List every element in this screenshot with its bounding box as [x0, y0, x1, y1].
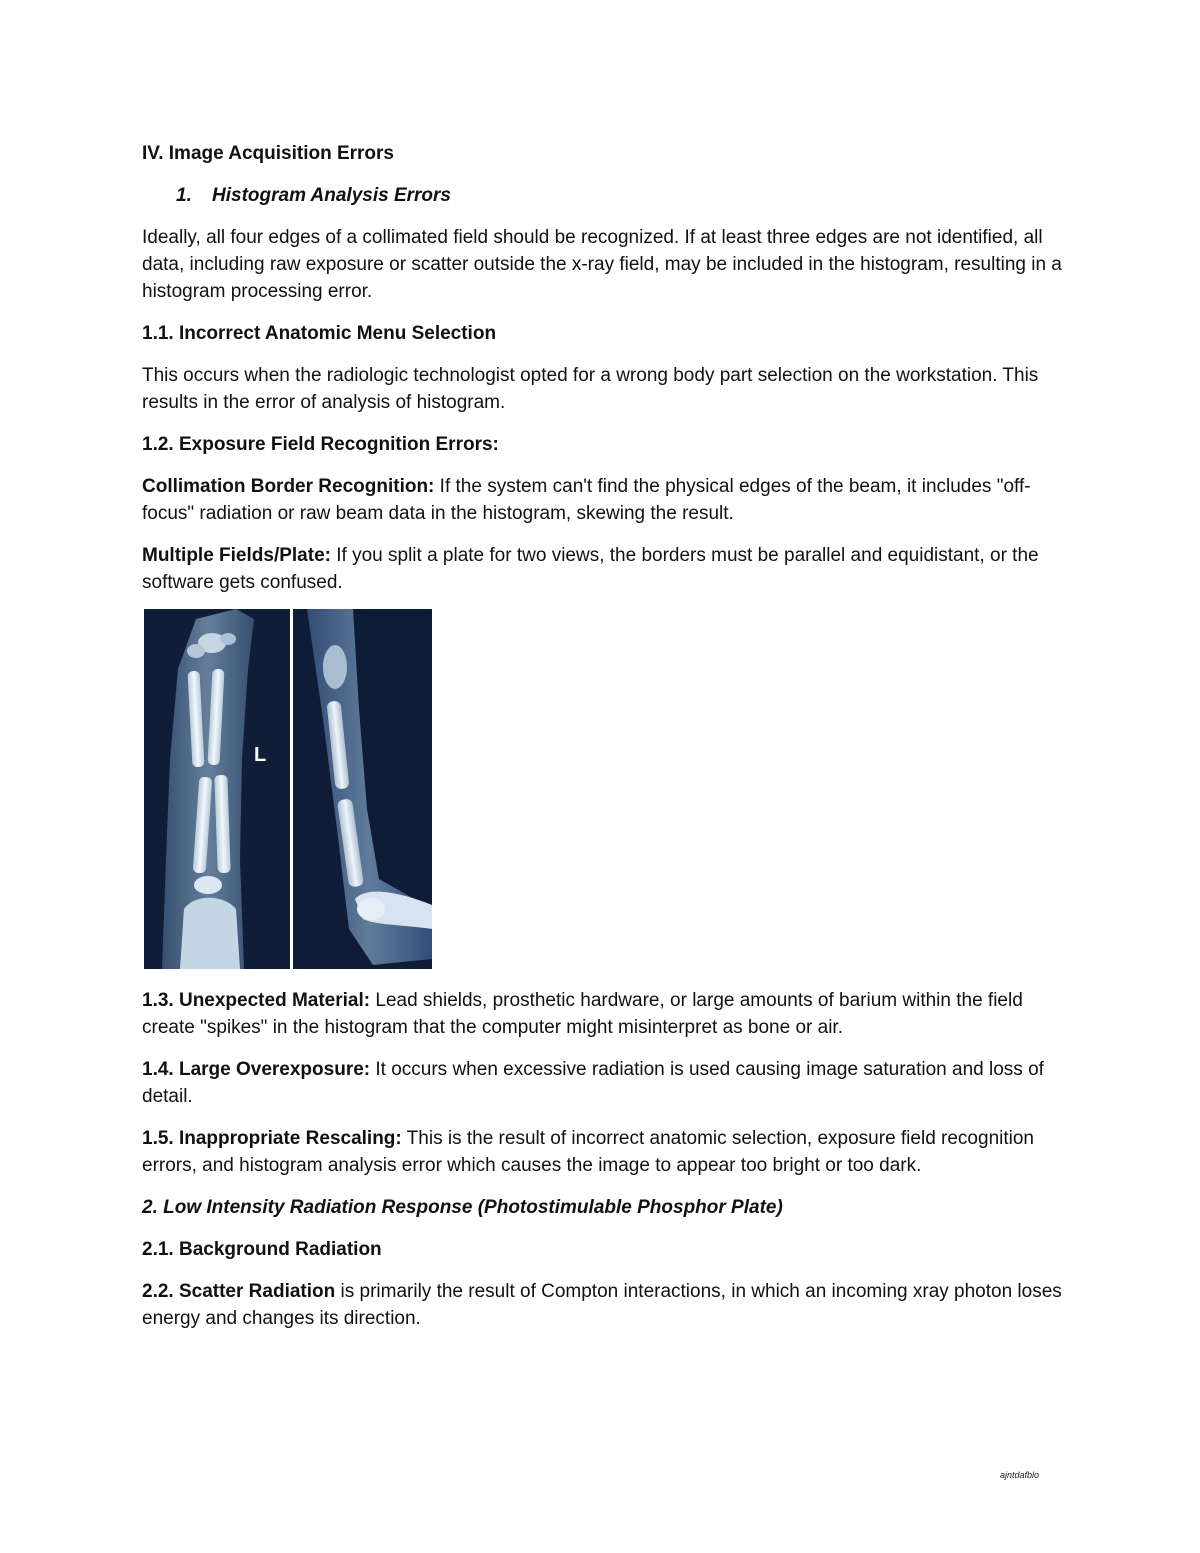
body-1-4: It occurs when excessive radiation is used causing image saturation and loss of detail. — [142, 1059, 1044, 1107]
paragraph-1-3 — [142, 987, 1062, 1041]
label-1-3: 1.3. Unexpected Material: — [142, 990, 371, 1011]
subsection-title: Histogram Analysis Errors — [212, 185, 451, 206]
subsection-histogram-title — [142, 182, 1062, 209]
body-1-5: This is the result of incorrect anatomic selection, exposure field recognition errors, and histogram analysis error which causes the image to appear too bright or too dark. — [142, 1128, 1034, 1176]
paragraph-1-1: This occurs when the radiologic technologist opted for a wrong body part selection on the workstation. This results in the error of analysis of histogram. — [142, 365, 1039, 413]
label-2-2: 2.2. Scatter Radiation — [142, 1281, 336, 1302]
xray-marker: L — [254, 744, 267, 766]
label-1-5: 1.5. Inappropriate Rescaling: — [142, 1128, 402, 1149]
multiple-fields-label: Multiple Fields/Plate: — [142, 545, 331, 566]
xray-lateral-view — [293, 609, 432, 969]
body-1-3: Lead shields, prosthetic hardware, or large amounts of barium within the field create "spikes" in the histogram that the computer might misinterpret as bone or air. — [142, 990, 1023, 1038]
intro-paragraph: Ideally, all four edges of a collimated field should be recognized. If at least three edges are not identified, all data, including raw exposure or scatter outside the x-ray field, may be included in the histogram, resulting in a histogram processing error. — [142, 227, 1062, 302]
paragraph-multiple-fields — [142, 542, 1062, 596]
xray-ap-view — [144, 609, 290, 969]
paragraph-collimation — [142, 473, 1062, 527]
paragraph-2-2 — [142, 1278, 1062, 1332]
paragraph-1-4 — [142, 1056, 1062, 1110]
section-heading: IV. Image Acquisition Errors — [142, 143, 395, 164]
heading-2-1: 2.1. Background Radiation — [142, 1239, 382, 1260]
collimation-label: Collimation Border Recognition: — [142, 476, 435, 497]
footer-mark: ajntdafblo — [1000, 1470, 1040, 1480]
paragraph-1-5 — [142, 1125, 1062, 1179]
document-page — [142, 140, 1062, 1332]
heading-1-1: 1.1. Incorrect Anatomic Menu Selection — [142, 323, 497, 344]
heading-2: 2. Low Intensity Radiation Response (Photostimulable Phosphor Plate) — [142, 1197, 783, 1218]
multiple-fields-body: If you split a plate for two views, the borders must be parallel and equidistant, or the software gets confused. — [142, 545, 1039, 593]
xray-image-pair — [144, 609, 1062, 969]
subsection-number: 1. — [176, 185, 192, 206]
body-2-2: is primarily the result of Compton interactions, in which an incoming xray photon loses energy and changes its direction. — [142, 1281, 1062, 1329]
collimation-body: If the system can't find the physical edges of the beam, it includes "off-focus" radiation or raw beam data in the histogram, skewing the result. — [142, 476, 1031, 524]
label-1-4: 1.4. Large Overexposure: — [142, 1059, 371, 1080]
heading-1-2: 1.2. Exposure Field Recognition Errors: — [142, 434, 499, 455]
